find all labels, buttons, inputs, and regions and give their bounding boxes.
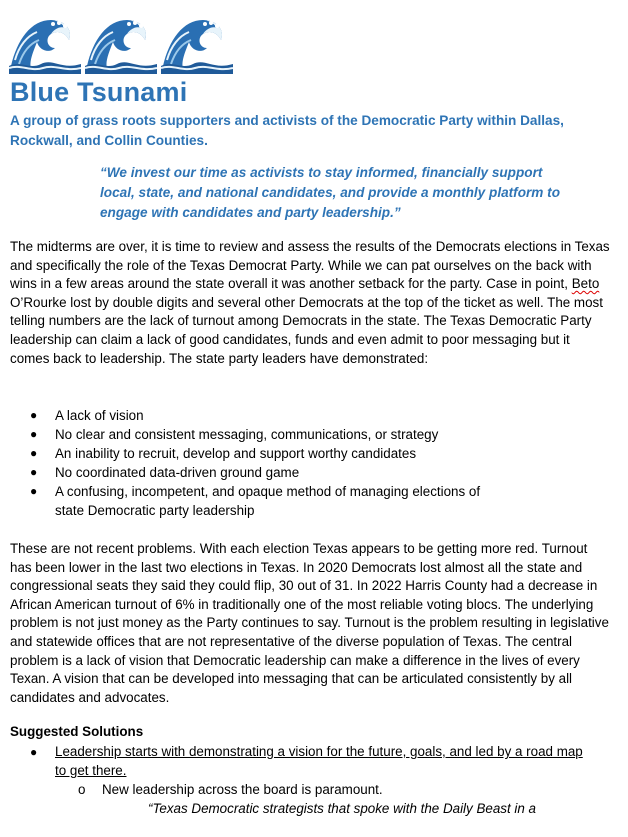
strategist-quote: “Texas Democratic strategists that spoke with the Daily Beast in a (148, 801, 537, 816)
logo-row (9, 10, 233, 76)
list-item: ● No clear and consistent messaging, communications, or strategy (30, 427, 439, 442)
failings-list (30, 406, 495, 520)
list-item: ● No coordinated data-driven ground game (30, 465, 300, 480)
subitem-text: New leadership across the board is paramount. (102, 782, 383, 797)
page-title: Blue Tsunami (10, 77, 188, 107)
intro-text-end: O’Rourke lost by double digits and several other Democrats at the top of the ticket as well. The most telling numbers are the lack of turnout among Democrats in the state. The Texas Democratic Party leadership can claim a lack of good candidates, funds and even admit to poor messaging but it comes back to leadership. The state party leaders have demonstrated: (10, 294, 603, 366)
list-item: ● A confusing, incompetent, and opaque method of managing elections of state Democratic party leadership (30, 484, 481, 518)
problems-paragraph: These are not recent problems. With each election Texas appears to be getting more red. Turnout has been lower in the last two elections in Texas. In 2020 Democrats lost almost all the state and congressional seats they said they could flip, 30 out of 31. In 2022 Harris County had a decrease in African American turnout of 6% in traditionally one of the most reliable voting blocs. The underlying problem is not just money as the Party continues to say. Turnout is the problem resulting in legislative and statewide offices that are not representative of the diverse population of Texas. The central problem is a lack of vision that Democratic leadership can make a difference in the lives of every Texan. A vision that can be developed into messaging that can be articulated consistently by all candidates and advocates. (10, 541, 609, 705)
mission-quote: “We invest our time as activists to stay informed, financially support local, state, and national candidates, and provide a monthly platform to engage with candidates and party leadership.” (100, 165, 560, 220)
bullet-icon: ● (30, 446, 38, 460)
intro-paragraph (10, 238, 610, 368)
bullet-icon: ● (30, 465, 38, 479)
page-subtitle: A group of grass roots supporters and activists of the Democratic Party within Dallas, Rockwall, and Collin Counties. (10, 113, 564, 148)
bullet-icon: ● (30, 427, 38, 441)
list-item: ● A lack of vision (30, 408, 144, 423)
bullet-icon: ● (30, 484, 38, 498)
wave-icon (9, 10, 81, 74)
intro-text-start: The midterms are over, it is time to review and assess the results of the Democrats elections in Texas and specifically the role of the Texas Democrat Party. While we can pat ourselves on the back with wins in a few areas around the state overall it was another setback for the party. Case in point, (10, 239, 610, 292)
solution-text: Leadership starts with demonstrating a vision for the future, goals, and led by a road map to get there. (55, 744, 583, 778)
list-item: ● An inability to recruit, develop and support worthy candidates (30, 446, 417, 461)
wave-icon (161, 10, 233, 74)
bullet-icon: ● (30, 745, 38, 759)
bullet-icon: ● (30, 408, 38, 422)
spellcheck-flagged-word[interactable]: Beto (571, 276, 600, 292)
hollow-bullet-icon: o (78, 782, 86, 797)
wave-icon (85, 10, 157, 74)
solutions-heading: Suggested Solutions (10, 724, 144, 739)
